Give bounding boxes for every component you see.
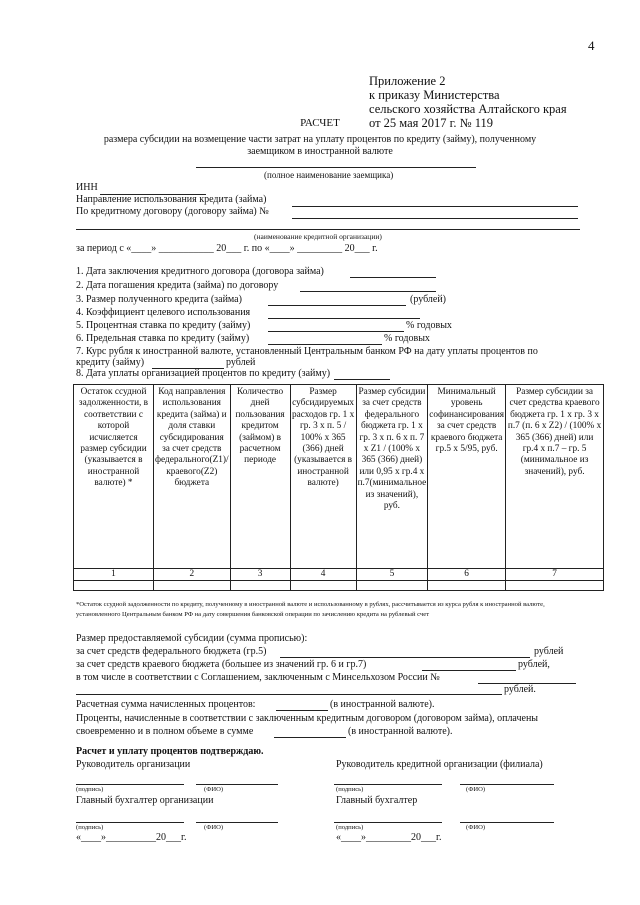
col-header-6: Минимальный уровень софинансирования за счет средств краевого бюджета гр.5 х 5/95, руб. — [428, 385, 506, 569]
col-number-2: 2 — [154, 569, 231, 581]
appendix-line-2: к приказу Министерства — [369, 88, 500, 102]
appendix-line-3: сельского хозяйства Алтайского края — [369, 102, 567, 116]
col-number-7: 7 — [506, 569, 604, 581]
credit-org-caption: (наименование кредитной организации) — [254, 232, 382, 241]
confirm-text: Расчет и уплату процентов подтверждаю. — [76, 746, 264, 757]
cell-5[interactable] — [356, 581, 428, 591]
col-header-5: Размер субсидии за счет средств федерального бюджета гр. 1 х гр. 3 х п. 6 х п. 7 х Z1 / (100% х 365 (366) дней) или 0,95 х гр.4 х п.7(минимальное из значений), руб. — [356, 385, 428, 569]
appendix-line-1: Приложение 2 — [369, 74, 446, 88]
col-number-1: 1 — [74, 569, 154, 581]
subsidy-federal-suffix: рублей — [534, 646, 564, 657]
org-head-fio-caption: (ФИО) — [204, 786, 224, 793]
item-5-field[interactable] — [268, 331, 404, 332]
item-2-label: 2. Дата погашения кредита (займа) по договору — [76, 280, 279, 291]
item-1-label: 1. Дата заключения кредитного договора (договора займа) — [76, 266, 324, 277]
inn-label: ИНН — [76, 182, 98, 193]
org-head-fio-line[interactable] — [196, 784, 278, 785]
credit-direction-field[interactable] — [292, 206, 578, 207]
subsidy-agreement-suffix: рублей. — [504, 684, 536, 695]
item-4-field[interactable] — [268, 318, 420, 319]
subsidy-total-label: Размер предоставляемой субсидии (сумма прописью): — [76, 633, 308, 644]
item-3-field[interactable] — [268, 305, 406, 306]
subsidy-regional-suffix: рублей, — [518, 659, 550, 670]
subtitle-line-1: размера субсидии на возмещение части затрат на уплату процентов по кредиту (займу), полученному — [103, 134, 537, 145]
bank-head-fio-line[interactable] — [460, 784, 554, 785]
interest-paid-suffix: (в иностранной валюте). — [348, 726, 453, 737]
appendix-line-4: от 25 мая 2017 г. № 119 — [369, 116, 493, 130]
credit-direction-label: Направление использования кредита (займа) — [76, 194, 267, 205]
column-number-row — [74, 569, 604, 581]
org-accountant-fio-line[interactable] — [196, 822, 278, 823]
col-header-7: Размер субсидии за счет средства краевого бюджета гр. 1 х гр. 3 х п.7 (п. 6 х Z2) / (100% х 365 (366) дней) или гр.4 х п.7 – гр. 5 (минимальное из значений), руб. — [506, 385, 604, 569]
item-7-suffix: рублей — [226, 357, 256, 368]
table-footnote: *Остаток ссудной задолженности по кредиту, полученному в иностранной валюте и использованному в рублях, рассчитывается из курса рубля к иностранной валюте, установленного Центральным банком РФ на дату совершения банковской операции по зачислению кредита на рублевый счет — [76, 601, 545, 618]
col-number-5: 5 — [356, 569, 428, 581]
subsidy-agreement-amount-field[interactable] — [76, 694, 502, 695]
cell-2[interactable] — [154, 581, 231, 591]
bank-accountant-signature-line[interactable] — [334, 822, 442, 823]
col-header-2: Код направления использования кредита (займа) и доля ставки субсидирования за счет средств федерального(Z1)/краевого(Z2) бюджета — [154, 385, 231, 569]
org-accountant-label: Главный бухгалтер организации — [76, 795, 214, 806]
col-number-4: 4 — [290, 569, 356, 581]
org-accountant-signature-caption: (подпись) — [76, 824, 104, 831]
bank-head-fio-caption: (ФИО) — [466, 786, 486, 793]
org-accountant-fio-caption: (ФИО) — [204, 824, 224, 831]
item-5-suffix: % годовых — [406, 320, 452, 331]
bank-date[interactable]: «____»_________20___г. — [336, 832, 442, 843]
bank-accountant-fio-caption: (ФИО) — [466, 824, 486, 831]
subsidy-federal-label: за счет средств федерального бюджета (гр.5) — [76, 646, 267, 657]
cell-7[interactable] — [506, 581, 604, 591]
table-header-row — [74, 385, 604, 569]
table-data-row — [74, 581, 604, 591]
item-5-label: 5. Процентная ставка по кредиту (займу) — [76, 320, 251, 331]
cell-6[interactable] — [428, 581, 506, 591]
document-title: РАСЧЕТ — [300, 117, 340, 129]
org-accountant-signature-line[interactable] — [76, 822, 184, 823]
period-text: за период с «____» ___________ 20___ г. по «____» _________ 20___ г. — [76, 243, 378, 254]
item-8-label: 8. Дата уплаты организацией процентов по кредиту (займу) — [76, 368, 331, 379]
col-header-1: Остаток ссудной задолженности, в соответствии с которой исчисляется размер субсидии (указывается в иностранной валюте) * — [74, 385, 154, 569]
interest-paid-line-1: Проценты, начисленные в соответствии с заключенным кредитным договором (договором займа), оплачены — [76, 713, 539, 724]
item-6-suffix: % годовых — [384, 333, 430, 344]
interest-paid-line-2: своевременно и в полном объеме в сумме — [76, 726, 254, 737]
credit-agreement-label: По кредитному договору (договору займа) № — [76, 206, 269, 217]
item-2-field[interactable] — [300, 291, 436, 292]
bank-head-label: Руководитель кредитной организации (филиала) — [336, 759, 543, 770]
interest-calc-suffix: (в иностранной валюте). — [330, 699, 435, 710]
item-7-label-line-1: 7. Курс рубля к иностранной валюте, установленный Центральным банком РФ на дату уплаты процентов по — [76, 346, 538, 357]
org-head-signature-line[interactable] — [76, 784, 184, 785]
org-head-label: Руководитель организации — [76, 759, 191, 770]
col-header-4: Размер субсидируемых расходов гр. 1 х гр. 3 х п. 5 / 100% х 365 (366) дней (указывается в иностранной валюте) — [290, 385, 356, 569]
org-date[interactable]: «____»__________20___г. — [76, 832, 187, 843]
subtitle-line-2: заемщиком в иностранной валюте — [247, 146, 393, 157]
subsidy-agreement-label: в том числе в соответствии с Соглашением, заключенным с Минсельхозом России № — [76, 672, 440, 683]
item-7-label-line-2: кредиту (займу) — [76, 357, 145, 368]
item-6-label: 6. Предельная ставка по кредиту (займу) — [76, 333, 250, 344]
bank-head-signature-line[interactable] — [334, 784, 442, 785]
borrower-caption: (полное наименование заемщика) — [264, 170, 394, 180]
item-1-field[interactable] — [350, 277, 436, 278]
item-3-label: 3. Размер полученного кредита (займа) — [76, 294, 242, 305]
bank-head-signature-caption: (подпись) — [336, 786, 364, 793]
item-3-suffix: (рублей) — [410, 294, 447, 305]
bank-accountant-fio-line[interactable] — [460, 822, 554, 823]
cell-1[interactable] — [74, 581, 154, 591]
col-number-6: 6 — [428, 569, 506, 581]
credit-org-line[interactable] — [76, 229, 580, 230]
org-head-signature-caption: (подпись) — [76, 786, 104, 793]
interest-calc-label: Расчетная сумма начисленных процентов: — [76, 699, 256, 710]
page-number: 4 — [588, 38, 595, 53]
calculation-table — [73, 384, 604, 591]
interest-calc-field[interactable] — [276, 710, 328, 711]
item-6-field[interactable] — [268, 344, 382, 345]
cell-3[interactable] — [230, 581, 290, 591]
item-4-label: 4. Коэффициент целевого использования — [76, 307, 251, 318]
subsidy-federal-field[interactable] — [280, 657, 530, 658]
subsidy-regional-label: за счет средств краевого бюджета (большее из значений гр. 6 и гр.7) — [76, 659, 367, 670]
bank-accountant-label: Главный бухгалтер — [336, 795, 418, 806]
col-header-3: Количество дней пользования кредитом (займом) в расчетном периоде — [230, 385, 290, 569]
credit-agreement-field[interactable] — [292, 218, 578, 219]
col-number-3: 3 — [230, 569, 290, 581]
bank-accountant-signature-caption: (подпись) — [336, 824, 364, 831]
item-8-field[interactable] — [334, 379, 390, 380]
subsidy-regional-field[interactable] — [422, 670, 516, 671]
borrower-name-line[interactable] — [196, 167, 476, 168]
cell-4[interactable] — [290, 581, 356, 591]
interest-paid-field[interactable] — [274, 737, 346, 738]
